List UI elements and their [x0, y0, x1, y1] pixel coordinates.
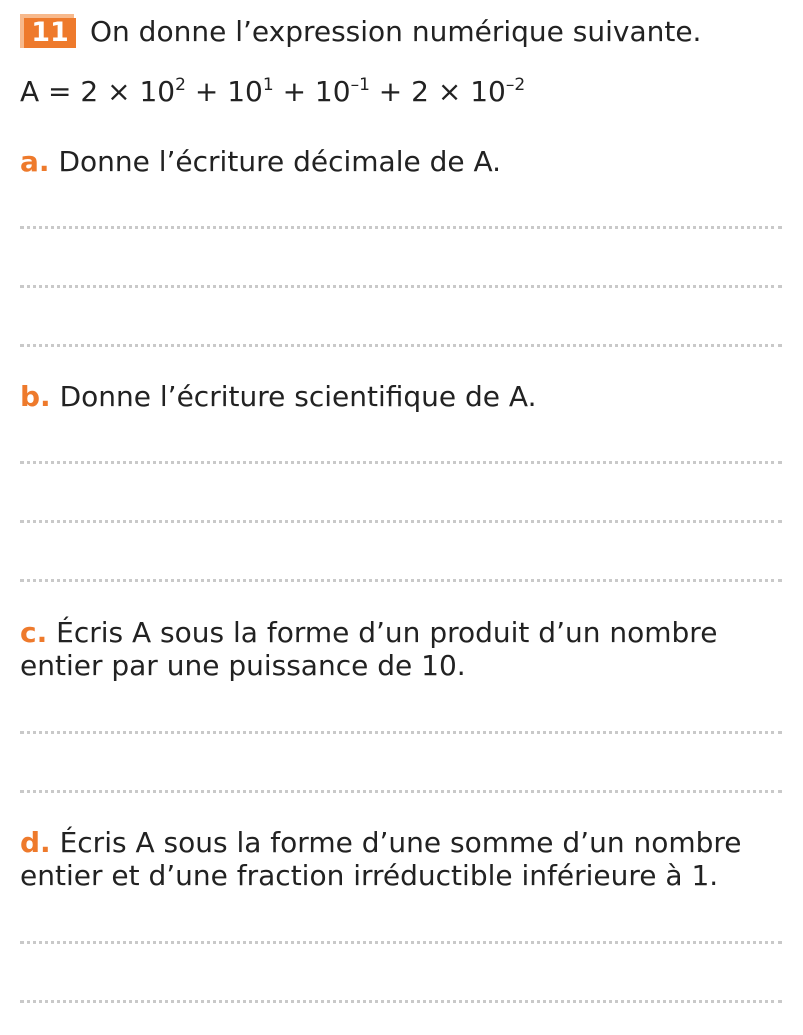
expression-exponent-2: 1: [262, 75, 274, 95]
question-d-first-line: [20, 826, 783, 859]
answer-line-c-2[interactable]: [20, 790, 782, 793]
exercise-number-badge: [20, 14, 76, 50]
question-c-first-line: [20, 616, 783, 649]
answer-line-d-2[interactable]: [20, 1000, 782, 1003]
answer-line-a-3[interactable]: [20, 344, 782, 347]
answer-line-a-1[interactable]: [20, 226, 782, 229]
expression-part-2: + 10: [185, 75, 263, 108]
question-c-text-line-1: Écris A sous la forme d’un produit d’un nombre: [56, 616, 718, 649]
question-b-text: Donne l’écriture scientifique de A.: [59, 380, 537, 413]
answer-line-b-1[interactable]: [20, 461, 782, 464]
expression-exponent-1: 2: [175, 75, 186, 95]
expression-exponent-3: –1: [350, 75, 370, 95]
expression-part-4: + 2 × 10: [369, 75, 506, 108]
exercise-number: 11: [24, 18, 76, 48]
question-d: [20, 826, 783, 892]
question-c-label: c.: [20, 616, 48, 649]
question-d-text-line-1: Écris A sous la forme d’une somme d’un nombre: [59, 826, 742, 859]
question-a-label: a.: [20, 145, 50, 178]
answer-line-a-2[interactable]: [20, 285, 782, 288]
expression-part-1: A = 2 × 10: [20, 75, 176, 108]
question-d-text-line-2: entier et d’une fraction irréductible inférieure à 1.: [20, 859, 719, 892]
question-a-text: Donne l’écriture décimale de A.: [58, 145, 502, 178]
question-c: [20, 616, 783, 682]
answer-line-b-3[interactable]: [20, 579, 782, 582]
exercise-intro: On donne l’expression numérique suivante.: [90, 15, 702, 48]
expression-exponent-4: –2: [505, 75, 526, 95]
answer-line-c-1[interactable]: [20, 731, 782, 734]
answer-line-d-1[interactable]: [20, 941, 782, 944]
numeric-expression: [20, 74, 525, 110]
answer-line-b-2[interactable]: [20, 520, 782, 523]
exercise-header: [20, 14, 701, 50]
question-c-text-line-2: entier par une puissance de 10.: [20, 649, 466, 682]
question-b-label: b.: [20, 380, 51, 413]
expression-part-3: + 10: [273, 75, 351, 108]
question-b: [20, 380, 783, 413]
question-d-label: d.: [20, 826, 51, 859]
question-a: [20, 145, 783, 178]
